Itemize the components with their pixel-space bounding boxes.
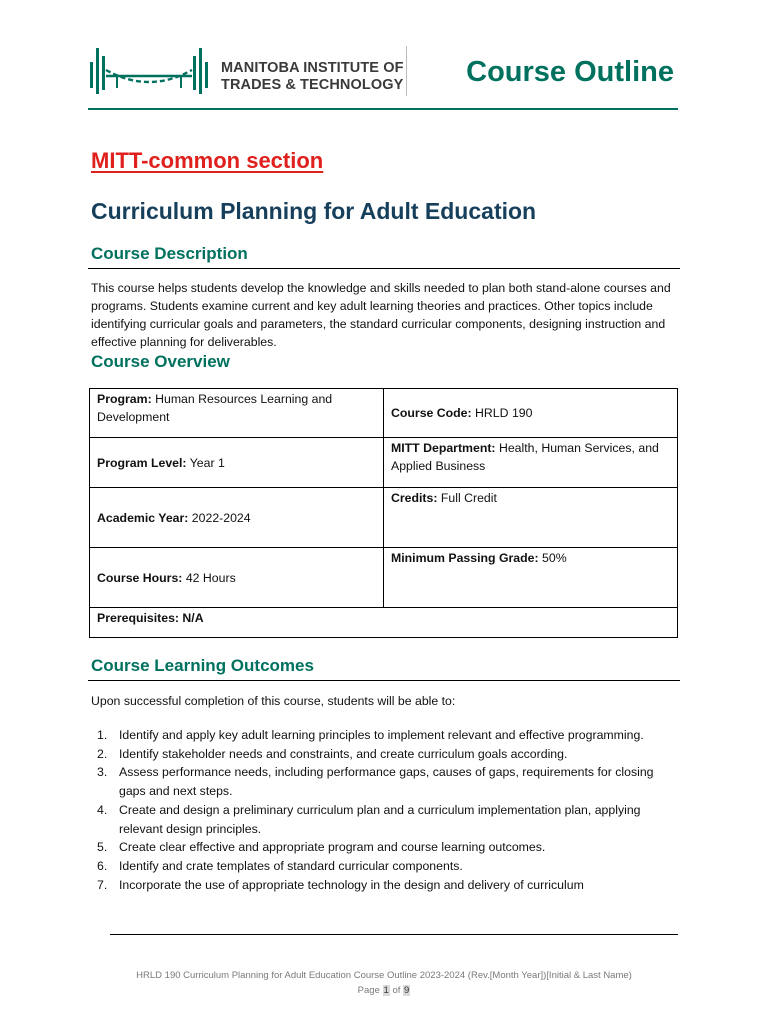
list-item [91, 876, 677, 895]
page-number [0, 983, 768, 998]
institute-name-line1: MANITOBA INSTITUTE OF [221, 60, 404, 76]
footer-text: HRLD 190 Curriculum Planning for Adult Education Course Outline 2023-2024 (Rev.[Month Year])[Initial & Last Name) [136, 970, 632, 981]
program-level-value: Year 1 [189, 455, 225, 470]
header-rule [88, 108, 678, 110]
list-item [91, 745, 677, 764]
program-label: Program: [97, 392, 152, 406]
section-tag: MITT-common section [91, 148, 324, 173]
list-number: 1. [97, 728, 108, 742]
document-title: Course Outline [466, 56, 674, 88]
outcomes-list [91, 726, 677, 894]
table-row [90, 548, 678, 608]
list-item [91, 801, 677, 838]
list-number: 3. [97, 765, 108, 780]
course-title: Curriculum Planning for Adult Education [91, 198, 537, 224]
list-text: Identify and crate templates of standard curricular components. [119, 858, 463, 873]
program-level-cell [90, 438, 384, 488]
table-row [90, 488, 678, 548]
credits-cell [384, 488, 678, 548]
prerequisites-cell [90, 608, 678, 638]
prerequisites-label: Prerequisites: N/A [97, 611, 204, 625]
course-code-cell [384, 389, 678, 438]
overview-heading: Course Overview [91, 352, 230, 371]
page-footer [0, 968, 768, 998]
course-code-label: Course Code: [391, 406, 472, 420]
bridge-logo-icon [88, 46, 210, 96]
department-label: MITT Department: [391, 441, 496, 455]
list-item [91, 838, 677, 857]
credits-label: Credits: [391, 491, 438, 505]
program-level-label: Program Level: [97, 455, 187, 470]
list-item [91, 726, 677, 745]
institute-name-line2: TRADES & TECHNOLOGY [221, 77, 404, 93]
mitt-logo [88, 46, 408, 98]
program-cell [90, 389, 384, 438]
academic-year-value: 2022-2024 [191, 510, 251, 525]
of-word: of [392, 985, 401, 996]
academic-year-cell [90, 488, 384, 548]
page-word: Page [357, 985, 380, 996]
outcomes-rule [88, 680, 680, 681]
description-heading: Course Description [91, 244, 248, 263]
list-text: Create and design a preliminary curriculum plan and a curriculum implementation plan, applying relevant design principles. [119, 802, 641, 836]
list-number: 4. [97, 802, 108, 817]
department-cell [384, 438, 678, 488]
overview-table [89, 388, 678, 638]
passing-grade-label: Minimum Passing Grade: [391, 551, 539, 565]
list-number: 7. [97, 877, 108, 892]
current-page: 1 [383, 985, 389, 996]
list-text: Assess performance needs, including performance gaps, causes of gaps, requirements for closing gaps and next steps. [119, 765, 654, 799]
course-code-value: HRLD 190 [475, 406, 533, 420]
list-text: Incorporate the use of appropriate technology in the design and delivery of curriculum [119, 877, 584, 892]
list-number: 6. [97, 858, 108, 873]
description-text: This course helps students develop the knowledge and skills needed to plan both stand-alone courses and programs. Students examine current and key adult learning theories and practices. Other topics include identifying curricular goals and parameters, the standard curricular components, designing instruction and effective planning for deliverables. [91, 281, 671, 349]
passing-grade-value: 50% [542, 551, 567, 565]
passing-grade-cell [384, 548, 678, 608]
list-text: Identify and apply key adult learning principles to implement relevant and effective programming. [119, 728, 644, 742]
outcomes-heading: Course Learning Outcomes [91, 656, 314, 675]
list-text: Identify stakeholder needs and constraints, and create curriculum goals according. [119, 746, 568, 761]
list-item [91, 857, 677, 876]
table-row [90, 389, 678, 438]
logo-divider [406, 46, 407, 96]
credits-value: Full Credit [440, 491, 497, 505]
department-value: Health, Human Services, and Applied Business [391, 441, 659, 473]
outcomes-intro: Upon successful completion of this course, students will be able to: [91, 694, 456, 708]
course-hours-value: 42 Hours [185, 570, 236, 585]
course-hours-label: Course Hours: [97, 570, 183, 585]
table-row [90, 608, 678, 638]
list-item [91, 763, 677, 800]
total-pages: 9 [404, 985, 410, 996]
table-row [90, 438, 678, 488]
description-rule [88, 268, 680, 269]
list-text: Create clear effective and appropriate program and course learning outcomes. [119, 840, 546, 855]
footer-rule [110, 934, 678, 935]
academic-year-label: Academic Year: [97, 510, 189, 525]
course-hours-cell [90, 548, 384, 608]
list-number: 2. [97, 746, 108, 761]
program-value: Human Resources Learning and Development [97, 392, 333, 424]
institute-name [221, 60, 404, 94]
list-number: 5. [97, 840, 108, 855]
